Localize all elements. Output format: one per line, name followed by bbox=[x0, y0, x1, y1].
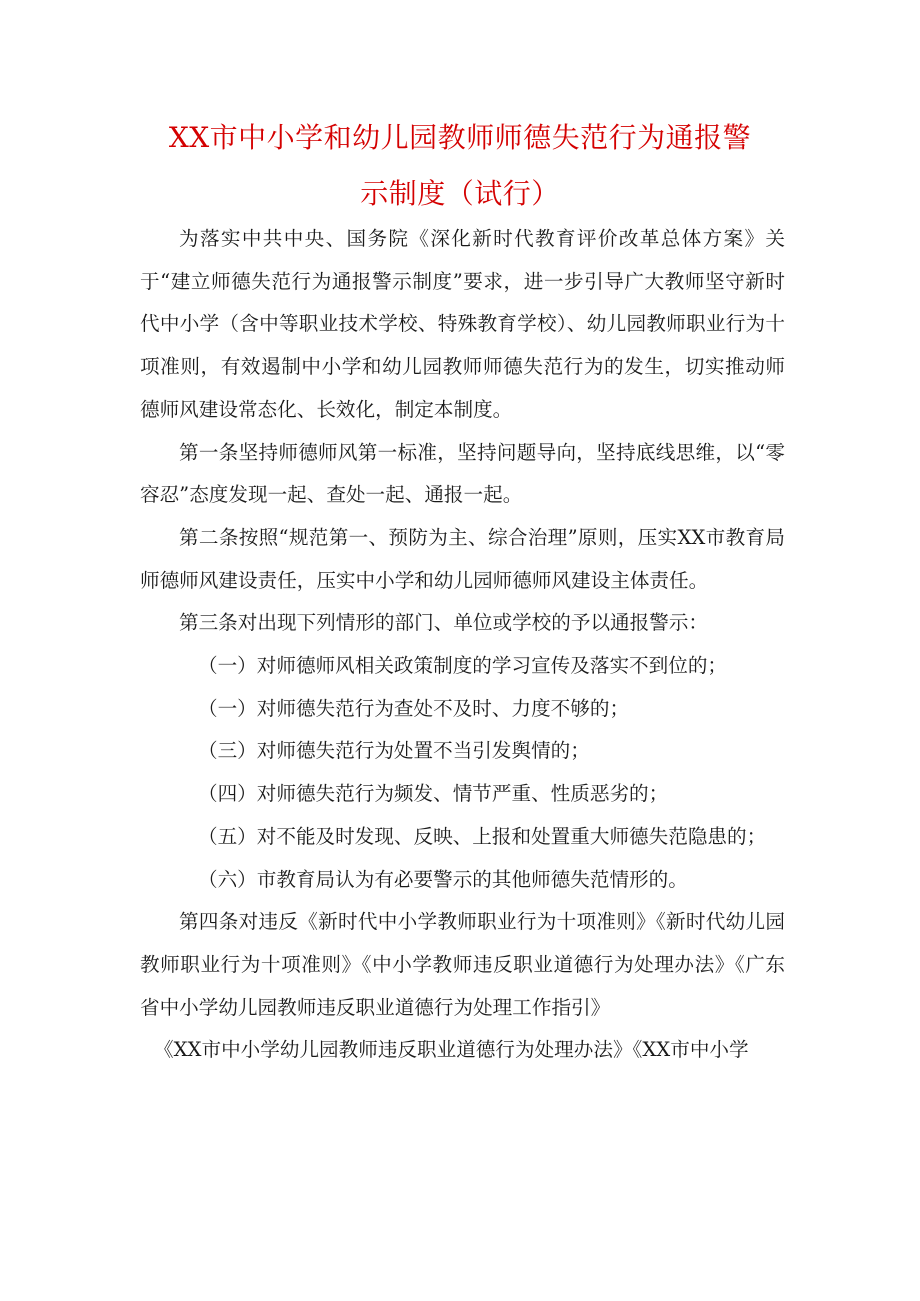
list-item: （一）对师德师风相关政策制度的学习宣传及落实不到位的； bbox=[198, 654, 728, 678]
list-item: （四）对师德失范行为频发、情节严重、性质恶劣的； bbox=[198, 782, 669, 806]
article-2: 第二条按照“规范第一、预防为主、综合治理”原则，压实XX市教育局师德师风建设责任，压实中小学和幼儿园师德师风建设主体责任。 bbox=[140, 525, 785, 592]
intro-paragraph: 为落实中共中央、国务院《深化新时代教育评价改革总体方案》关于“建立师德失范行为通报警示制度”要求，进一步引导广大教师坚守新时代中小学（含中等职业技术学校、特殊教育学校）、幼儿园教师职业行为十项准则，有效遏制中小学和幼儿园教师师德失范行为的发生，切实推动师德师风建设常态化、长效化，制定本制度。 bbox=[140, 227, 785, 421]
document-title bbox=[140, 110, 780, 222]
list-item: （五）对不能及时发现、反映、上报和处置重大师德失范隐患的； bbox=[198, 824, 767, 848]
document-body bbox=[140, 218, 785, 1072]
list-item: （六）市教育局认为有必要警示的其他师德失范情形的。 bbox=[198, 867, 688, 891]
article-3: 第三条对出现下列情形的部门、单位或学校的予以通报警示： bbox=[179, 611, 709, 635]
list-item: （三）对师德失范行为处置不当引发舆情的； bbox=[198, 739, 590, 763]
article-4: 第四条对违反《新时代中小学教师职业行为十项准则》《新时代幼儿园教师职业行为十项准则》《中小学教师违反职业道德行为处理办法》《广东省中小学幼儿园教师违反职业道德行为处理工作指引》 bbox=[140, 910, 785, 1019]
article-1: 第一条坚持师德师风第一标准，坚持问题导向，坚持底线思维，以“零容忍”态度发现一起、查处一起、通报一起。 bbox=[140, 440, 785, 507]
title-line-2: 示制度（试行） bbox=[360, 177, 560, 210]
list-item: （一）对师德失范行为查处不及时、力度不够的； bbox=[198, 696, 630, 720]
article-4-continued: 《XX市中小学幼儿园教师违反职业道德行为处理办法》《XX市中小学 bbox=[154, 1038, 749, 1062]
title-line-1: XX市中小学和幼儿园教师师德失范行为通报警 bbox=[168, 121, 752, 154]
